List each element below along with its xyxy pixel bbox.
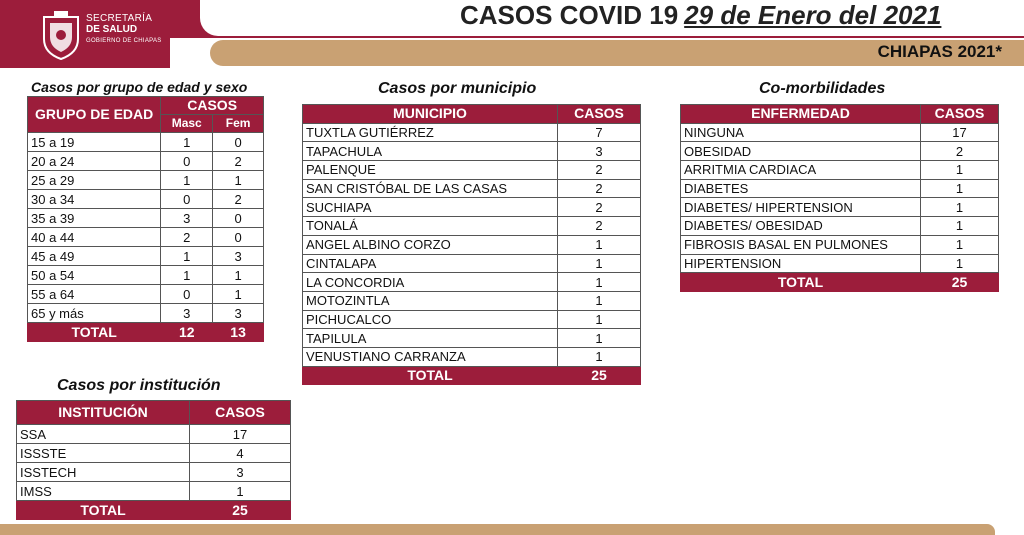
age-cell-f: 2 [213,152,264,171]
age-cell-m: 1 [161,266,213,285]
institution-cell-cases: 1 [190,482,291,501]
comorbidity-cell-cases: 1 [921,161,999,180]
comorbidity-col-cases: CASOS [921,105,999,124]
age-cell-f: 2 [213,190,264,209]
comorbidity-row [681,161,999,180]
age-row [28,247,264,266]
municipality-col-name: MUNICIPIO [303,105,558,124]
age-cell-f: 1 [213,285,264,304]
institution-row [17,463,291,482]
comorbidity-total-label: TOTAL [681,273,921,292]
municipality-total-label: TOTAL [303,366,558,385]
municipality-section-title: Casos por municipio [378,80,537,97]
secretaria-salud-logo [40,9,82,61]
age-cell-f: 3 [213,247,264,266]
state-title: CHIAPAS 2021* [877,42,1002,61]
municipality-cell-name: CINTALAPA [303,254,558,273]
municipality-cell-name: ANGEL ALBINO CORZO [303,235,558,254]
age-cell-m: 0 [161,152,213,171]
institution-table [16,400,291,520]
age-cell-f: 0 [213,133,264,152]
institution-cell-name: ISSTECH [17,463,190,482]
municipality-row [303,329,641,348]
institution-section-title: Casos por institución [57,377,221,394]
municipality-cell-cases: 1 [558,310,641,329]
age-cell-f: 0 [213,209,264,228]
institution-col-name: INSTITUCIÓN [17,401,190,425]
municipality-cell-cases: 1 [558,347,641,366]
age-cell-group: 15 a 19 [28,133,161,152]
institution-row [17,482,291,501]
comorbidity-row [681,235,999,254]
institution-cell-name: ISSSTE [17,444,190,463]
age-row [28,152,264,171]
comorbidity-row [681,254,999,273]
age-cell-group: 30 a 34 [28,190,161,209]
municipality-cell-name: SUCHIAPA [303,198,558,217]
municipality-cell-name: VENUSTIANO CARRANZA [303,347,558,366]
org-line2: DE SALUD [86,24,138,35]
age-section-title: Casos por grupo de edad y sexo [31,79,248,95]
age-total-fem: 13 [213,323,264,342]
municipality-cell-cases: 3 [558,142,641,161]
age-cell-f: 1 [213,171,264,190]
municipality-cell-name: MOTOZINTLA [303,291,558,310]
municipality-cell-name: PALENQUE [303,161,558,180]
comorbidity-cell-name: DIABETES/ OBESIDAD [681,217,921,236]
comorbidity-row [681,198,999,217]
age-cell-m: 3 [161,304,213,323]
comorbidity-cell-cases: 1 [921,217,999,236]
municipality-row [303,123,641,142]
municipality-cell-cases: 2 [558,198,641,217]
age-row [28,304,264,323]
age-total-masc: 12 [161,323,213,342]
municipality-cell-cases: 2 [558,217,641,236]
institution-row [17,425,291,444]
municipality-cell-name: PICHUCALCO [303,310,558,329]
comorbidity-col-name: ENFERMEDAD [681,105,921,124]
age-col-masc: Masc [161,115,213,133]
institution-cell-name: IMSS [17,482,190,501]
age-cell-group: 45 a 49 [28,247,161,266]
comorbidity-row [681,123,999,142]
municipality-row [303,235,641,254]
comorbidity-cell-name: HIPERTENSION [681,254,921,273]
municipality-cell-cases: 1 [558,254,641,273]
age-cell-m: 2 [161,228,213,247]
age-cell-group: 40 a 44 [28,228,161,247]
institution-total-value: 25 [190,501,291,520]
institution-col-cases: CASOS [190,401,291,425]
age-row [28,133,264,152]
age-row [28,171,264,190]
age-cell-group: 25 a 29 [28,171,161,190]
municipality-cell-cases: 2 [558,179,641,198]
comorbidity-cell-cases: 1 [921,235,999,254]
age-total-label: TOTAL [28,323,161,342]
institution-total-row [17,501,291,520]
age-row [28,285,264,304]
comorbidity-cell-cases: 1 [921,198,999,217]
comorbidity-cell-cases: 1 [921,179,999,198]
age-cell-m: 1 [161,247,213,266]
comorbidity-cell-cases: 2 [921,142,999,161]
age-row [28,266,264,285]
municipality-row [303,179,641,198]
org-name [86,14,162,44]
municipality-cell-cases: 1 [558,329,641,348]
comorbidity-cell-name: ARRITMIA CARDIACA [681,161,921,180]
municipality-row [303,254,641,273]
age-cell-group: 35 a 39 [28,209,161,228]
municipality-row [303,198,641,217]
age-cell-f: 0 [213,228,264,247]
comorbidity-cell-name: DIABETES/ HIPERTENSION [681,198,921,217]
municipality-table [302,104,641,385]
footer-gold-bar [0,524,995,535]
municipality-row [303,310,641,329]
municipality-cell-cases: 1 [558,273,641,292]
municipality-col-cases: CASOS [558,105,641,124]
comorbidity-cell-cases: 1 [921,254,999,273]
age-col-cases: CASOS [161,97,264,115]
comorbidity-section-title: Co-morbilidades [759,80,886,97]
age-cell-group: 65 y más [28,304,161,323]
comorbidity-row [681,179,999,198]
age-table [27,96,264,342]
age-cell-m: 0 [161,285,213,304]
institution-row [17,444,291,463]
age-col-fem: Fem [213,115,264,133]
age-row [28,190,264,209]
municipality-cell-cases: 1 [558,235,641,254]
comorbidity-total-row [681,273,999,292]
municipality-cell-name: SAN CRISTÓBAL DE LAS CASAS [303,179,558,198]
age-row [28,228,264,247]
comorbidity-cell-name: OBESIDAD [681,142,921,161]
municipality-row [303,142,641,161]
municipality-cell-name: TAPACHULA [303,142,558,161]
age-cell-group: 50 a 54 [28,266,161,285]
institution-cell-cases: 4 [190,444,291,463]
comorbidity-cell-name: DIABETES [681,179,921,198]
comorbidity-row [681,217,999,236]
municipality-cell-cases: 2 [558,161,641,180]
municipality-cell-name: LA CONCORDIA [303,273,558,292]
institution-cell-cases: 17 [190,425,291,444]
age-cell-f: 3 [213,304,264,323]
institution-cell-cases: 3 [190,463,291,482]
comorbidity-table [680,104,999,292]
age-total-row [28,323,264,342]
age-cell-m: 0 [161,190,213,209]
page-title [460,0,941,34]
municipality-cell-cases: 1 [558,291,641,310]
age-cell-m: 3 [161,209,213,228]
age-row [28,209,264,228]
age-cell-m: 1 [161,171,213,190]
comorbidity-cell-name: FIBROSIS BASAL EN PULMONES [681,235,921,254]
org-line1: SECRETARÍA [86,13,153,24]
municipality-row [303,273,641,292]
age-col-group: GRUPO DE EDAD [28,97,161,133]
municipality-cell-name: TONALÁ [303,217,558,236]
municipality-row [303,161,641,180]
municipality-cell-cases: 7 [558,123,641,142]
comorbidity-cell-cases: 17 [921,123,999,142]
page-title-text: CASOS COVID 19 [460,0,679,30]
municipality-row [303,217,641,236]
institution-cell-name: SSA [17,425,190,444]
municipality-row [303,347,641,366]
comorbidity-cell-name: NINGUNA [681,123,921,142]
municipality-cell-name: TUXTLA GUTIÉRREZ [303,123,558,142]
institution-total-label: TOTAL [17,501,190,520]
comorbidity-row [681,142,999,161]
municipality-total-value: 25 [558,366,641,385]
comorbidity-total-value: 25 [921,273,999,292]
age-cell-group: 20 a 24 [28,152,161,171]
municipality-cell-name: TAPILULA [303,329,558,348]
org-line3: GOBIERNO DE CHIAPAS [86,38,162,44]
municipality-row [303,291,641,310]
report-date: 29 de Enero del 2021 [684,0,942,30]
municipality-total-row [303,366,641,385]
age-cell-group: 55 a 64 [28,285,161,304]
age-cell-m: 1 [161,133,213,152]
age-cell-f: 1 [213,266,264,285]
